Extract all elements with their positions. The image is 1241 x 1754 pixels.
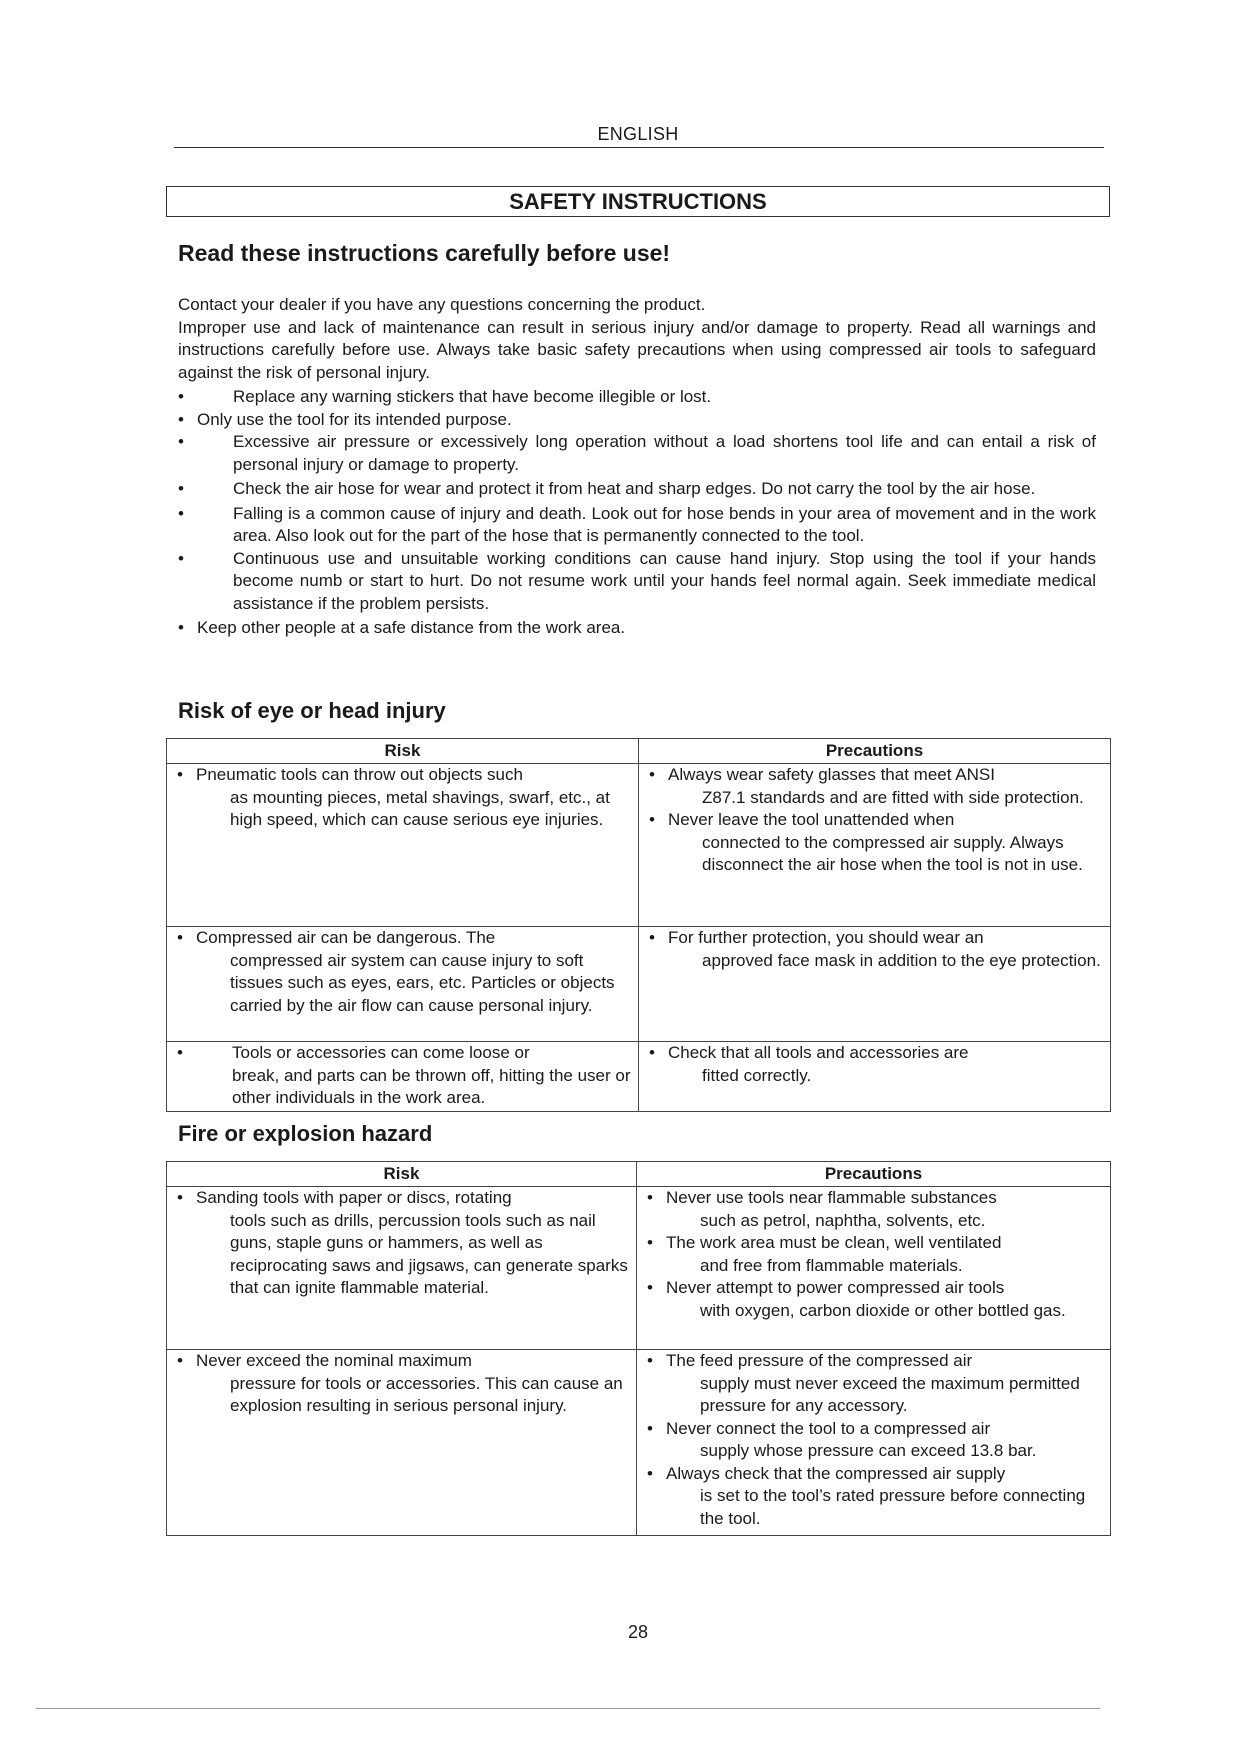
bullet-icon: • bbox=[649, 765, 655, 784]
eye-risk-table bbox=[166, 738, 1111, 1112]
column-header-precautions: Precautions bbox=[639, 739, 1111, 764]
bullet-icon: • bbox=[177, 765, 183, 784]
bullet-icon: • bbox=[178, 432, 184, 451]
precaution-item: • The feed pressure of the compressed air supply must never exceed the maximum permitted pressure for any accessory. bbox=[647, 1351, 1080, 1415]
table-row bbox=[167, 1187, 1111, 1350]
page-number: 28 bbox=[627, 1622, 649, 1642]
footer-rule bbox=[36, 1708, 1100, 1709]
risk-item: • Never exceed the nominal maximum pressure for tools or accessories. This can cause an explosion resulting in serious personal injury. bbox=[177, 1351, 623, 1415]
bullet-icon: • bbox=[178, 503, 184, 523]
fire-section-heading: Fire or explosion hazard bbox=[178, 1121, 433, 1146]
header-language: ENGLISH bbox=[597, 124, 679, 144]
table-row bbox=[167, 1350, 1111, 1536]
risk-item: • Compressed air can be dangerous. The compressed air system can cause injury to soft tissues such as eyes, ears, etc. Particles or objects carried by the air flow can cause personal injury. bbox=[177, 928, 615, 1015]
bullet-icon: • bbox=[177, 928, 183, 947]
bullet-icon: • bbox=[647, 1351, 653, 1370]
precautions-cell bbox=[639, 927, 1111, 1042]
intro-paragraph: Improper use and lack of maintenance can result in serious injury and/or damage to property. Read all warnings and instructions carefully before use. Always take basic safety precautions when using compressed air tools to safeguard against the risk of personal injury. bbox=[178, 317, 1096, 382]
precaution-item: • Check that all tools and accessories are fitted correctly. bbox=[649, 1043, 969, 1085]
risk-cell bbox=[167, 927, 639, 1042]
bullet-icon: • bbox=[649, 928, 655, 947]
column-header-risk: Risk bbox=[167, 739, 639, 764]
precaution-item: • Never leave the tool unattended when connected to the compressed air supply. Always disconnect the air hose when the tool is not in use. bbox=[649, 810, 1083, 874]
precaution-item: • For further protection, you should wear an approved face mask in addition to the eye protection. bbox=[649, 928, 1101, 970]
page-title: SAFETY INSTRUCTIONS bbox=[166, 186, 1110, 217]
risk-item: • Pneumatic tools can throw out objects such as mounting pieces, metal shavings, swarf, etc., at high speed, which can cause serious eye injuries. bbox=[177, 765, 610, 829]
intro-line: Contact your dealer if you have any questions concerning the product. bbox=[178, 295, 706, 314]
bullet-icon: • bbox=[647, 1233, 653, 1252]
list-item: • Replace any warning stickers that have become illegible or lost. bbox=[178, 386, 1096, 409]
bullet-icon: • bbox=[649, 810, 655, 829]
list-item: • Only use the tool for its intended purpose. bbox=[178, 409, 1096, 432]
list-item: • Continuous use and unsuitable working conditions can cause hand injury. Stop using the tool if your hands become numb or start to hurt. Do not resume work until your hands feel normal again. Seek immediate medical assistance if the problem persists. bbox=[178, 548, 1096, 613]
bullet-icon: • bbox=[177, 1351, 183, 1370]
bullet-icon: • bbox=[649, 1043, 655, 1062]
table-row bbox=[167, 927, 1111, 1042]
risk-item: • Sanding tools with paper or discs, rotating tools such as drills, percussion tools such as nail guns, staple guns or hammers, as well as reciprocating saws and jigsaws, can generate sparks that can ignite flammable material. bbox=[177, 1188, 628, 1297]
list-item: • Excessive air pressure or excessively long operation without a load shortens tool life and can entail a risk of personal injury or damage to property. bbox=[178, 432, 1096, 474]
column-header-risk: Risk bbox=[167, 1162, 637, 1187]
list-item: • Keep other people at a safe distance from the work area. bbox=[178, 617, 1096, 640]
table-row bbox=[167, 1042, 1111, 1112]
precaution-item: • The work area must be clean, well ventilated and free from flammable materials. bbox=[647, 1233, 1002, 1275]
fire-risk-table bbox=[166, 1161, 1111, 1536]
risk-cell bbox=[167, 764, 639, 927]
precaution-item: • Never use tools near flammable substances such as petrol, naphtha, solvents, etc. bbox=[647, 1188, 997, 1230]
table-row bbox=[167, 764, 1111, 927]
precautions-cell bbox=[639, 764, 1111, 927]
bullet-icon: • bbox=[178, 618, 184, 637]
bullet-icon: • bbox=[177, 1043, 183, 1062]
bullet-icon: • bbox=[178, 548, 184, 568]
bullet-icon: • bbox=[647, 1278, 653, 1297]
risk-cell bbox=[167, 1350, 637, 1536]
eye-section-heading: Risk of eye or head injury bbox=[178, 698, 446, 723]
header-rule bbox=[174, 147, 1104, 148]
risk-cell bbox=[167, 1187, 637, 1350]
intro-section bbox=[178, 294, 1096, 640]
precautions-cell bbox=[637, 1187, 1111, 1350]
bullet-icon: • bbox=[178, 387, 184, 406]
bullet-icon: • bbox=[647, 1463, 653, 1483]
bullet-icon: • bbox=[178, 479, 184, 498]
precautions-cell bbox=[637, 1350, 1111, 1536]
precaution-item: • Never attempt to power compressed air tools with oxygen, carbon dioxide or other bottled gas. bbox=[647, 1278, 1066, 1320]
bullet-icon: • bbox=[647, 1188, 653, 1207]
intro-bullet-list bbox=[178, 386, 1096, 640]
list-item: • Check the air hose for wear and protect it from heat and sharp edges. Do not carry the tool by the air hose. bbox=[178, 478, 1096, 501]
precautions-cell bbox=[639, 1042, 1111, 1112]
list-item: • Falling is a common cause of injury and death. Look out for hose bends in your area of movement and in the work area. Also look out for the part of the hose that is permanently connected to the tool. bbox=[178, 503, 1096, 545]
precaution-item: • Always check that the compressed air supply is set to the tool’s rated pressure before connecting the tool. bbox=[647, 1463, 1086, 1528]
precaution-item: • Always wear safety glasses that meet ANSI Z87.1 standards and are fitted with side protection. bbox=[649, 765, 1084, 807]
bullet-icon: • bbox=[178, 409, 184, 429]
risk-item: • Tools or accessories can come loose or break, and parts can be thrown off, hitting the user or other individuals in the work area. bbox=[177, 1043, 631, 1107]
bullet-icon: • bbox=[647, 1418, 653, 1438]
bullet-icon: • bbox=[177, 1188, 183, 1207]
risk-cell bbox=[167, 1042, 639, 1112]
read-heading: Read these instructions carefully before use! bbox=[178, 240, 671, 266]
precaution-item: • Never connect the tool to a compressed air supply whose pressure can exceed 13.8 bar. bbox=[647, 1418, 1037, 1460]
column-header-precautions: Precautions bbox=[637, 1162, 1111, 1187]
